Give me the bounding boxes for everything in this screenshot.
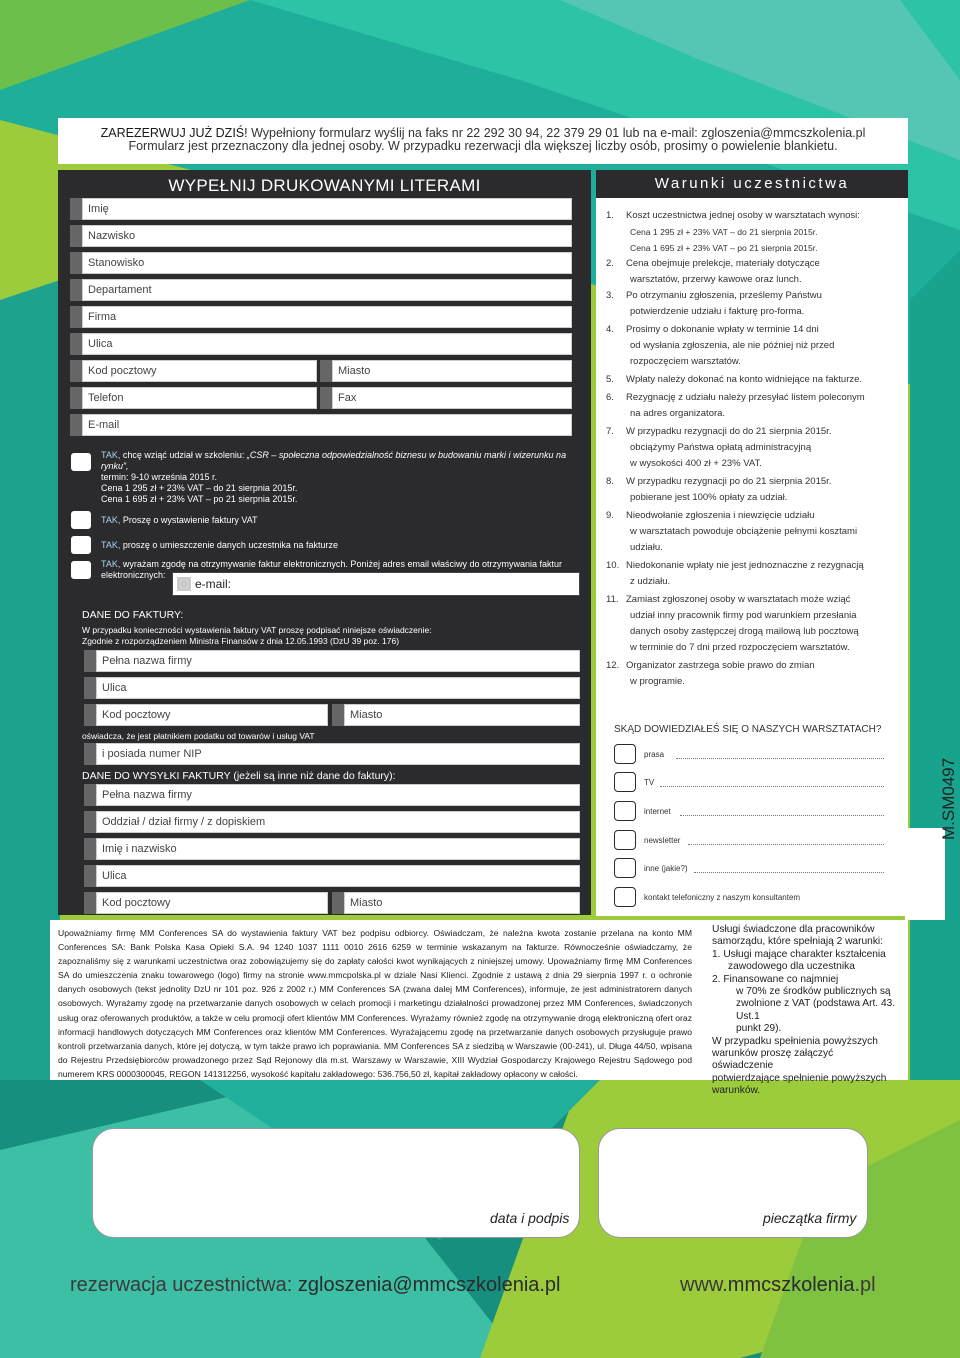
dotted-line <box>680 815 884 816</box>
city-field[interactable] <box>332 360 572 382</box>
source-survey <box>596 710 908 916</box>
tak-label: TAK, <box>101 515 121 525</box>
source-option-other[interactable] <box>614 858 884 880</box>
training-title: „CSR – społeczna odpowiedzialność biznesu w budowaniu marki i wizerunku na rynku”, <box>101 450 567 471</box>
source-option-label: inne (jakie?) <box>644 864 688 873</box>
footer-reservation <box>70 1274 561 1297</box>
conditions-panel <box>596 170 908 710</box>
condition-10: 10. Niedokonanie wpłaty nie jest jednoznaczne z rezygnacją <box>606 560 864 571</box>
invoice-city-field[interactable] <box>344 704 580 726</box>
shipping-company-name-label: Pełna nazwa firmy <box>102 789 192 801</box>
press-checkbox[interactable] <box>614 744 636 764</box>
vat-note-line: 1. Usługi mające charakter kształcenia <box>712 948 886 960</box>
footer-website-link[interactable] <box>680 1274 876 1297</box>
e-invoice-text: wyrażam zgodę na otrzymywanie faktur elektronicznych. Poniżej adres email właściwy do otrzymywania faktur <box>120 559 563 569</box>
condition-3: 3. Po otrzymaniu zgłoszenia, prześlemy Państwu <box>606 290 822 301</box>
invoice-company-name-label: Pełna nazwa firmy <box>102 655 192 667</box>
email-label: E-mail <box>88 419 120 431</box>
vat-note-line: zawodowego dla uczestnika <box>728 961 855 973</box>
condition-9: 9. Nieodwołanie zgłoszenia i niewzięcie udziału <box>606 510 815 521</box>
invoice-company-name-field[interactable] <box>96 650 580 672</box>
source-option-label: kontakt telefoniczny z naszym konsultantem <box>644 893 801 902</box>
condition-11-line: udział inny pracownik firmy pod warunkiem przesłania <box>630 610 857 621</box>
website-suffix: .pl <box>854 1274 876 1296</box>
condition-8: 8. W przypadku rezygnacji po do 21 sierpnia 2015r. <box>606 476 832 487</box>
header-note: Formularz jest przeznaczony dla jednej osoby. W przypadku rezerwacji dla większej liczby osób, prosimy o powielenie blankietu. <box>128 139 838 153</box>
vat-note-line: potwierdzające spełnienie powyższych <box>712 1072 887 1084</box>
training-price-1: Cena 1 295 zł + 23% VAT – do 21 sierpnia 2015r. <box>101 483 298 493</box>
shipping-person-label: Imię i nazwisko <box>102 843 177 855</box>
position-label: Stanowisko <box>88 257 145 269</box>
website-domain: mmcszkolenia <box>727 1274 855 1296</box>
condition-6-line: na adres organizatora. <box>630 408 726 419</box>
e-invoice-email-field[interactable] <box>172 572 580 596</box>
fax-label: Fax <box>338 392 357 404</box>
tak-label: TAK, <box>101 540 121 550</box>
dotted-line <box>688 844 884 845</box>
invoice-city-label: Miasto <box>350 709 383 721</box>
registration-form <box>58 170 591 915</box>
vat-note-line: 2. Finansowane co najmniej <box>712 973 839 985</box>
header-lead: ZAREZERWUJ JUŻ DZIŚ! <box>100 126 248 140</box>
condition-1-price-1: Cena 1 295 zł + 23% VAT – do 21 sierpnia 2015r. <box>630 227 818 237</box>
source-option-newsletter[interactable] <box>614 830 884 852</box>
field-marker <box>177 577 191 591</box>
dotted-line <box>660 786 884 787</box>
phone-field[interactable] <box>82 387 317 409</box>
zip-field[interactable] <box>82 360 317 382</box>
e-invoice-email-label: e-mail: <box>195 577 232 591</box>
condition-3-line: potwierdzenie udziału i fakturę pro-forma. <box>630 306 805 317</box>
shipping-zip-label: Kod pocztowy <box>102 897 171 909</box>
nip-field[interactable] <box>96 743 580 765</box>
conditions-list <box>606 208 896 690</box>
source-option-phone[interactable] <box>614 887 884 909</box>
training-term: termin: 9-10 września 2015 r. <box>101 472 218 482</box>
condition-4-line: od wysłania zgłoszenia, ale nie później niż przed <box>630 340 835 351</box>
invoice-street-field[interactable] <box>96 677 580 699</box>
position-field[interactable] <box>82 252 572 274</box>
condition-1-price-2: Cena 1 695 zł + 23% VAT – po 21 sierpnia 2015r. <box>630 243 818 253</box>
website-prefix: www. <box>680 1274 728 1296</box>
source-option-press[interactable] <box>614 744 884 766</box>
form-code <box>905 757 958 920</box>
e-invoice-checkbox[interactable] <box>70 560 92 580</box>
vat-note-line: w 70% ze środków publicznych są <box>736 986 891 998</box>
condition-8-line: pobierane jest 100% opłaty za udział. <box>630 492 788 503</box>
vat-exemption-note <box>700 920 908 1097</box>
footer-email-link[interactable]: zgloszenia@mmcszkolenia.pl <box>297 1274 561 1296</box>
vat-note-line: warunków. <box>712 1085 761 1097</box>
last-name-field[interactable] <box>82 225 572 247</box>
fax-field[interactable] <box>332 387 572 409</box>
phone-label: Telefon <box>88 392 124 404</box>
internet-checkbox[interactable] <box>614 801 636 821</box>
condition-4: 4. Prosimy o dokonanie wpłaty w terminie 14 dni <box>606 324 819 335</box>
invoice-data-note-2: Zgodnie z rozporządzeniem Ministra Finansów z dnia 12.05.1993 (DzU 39 poz. 176) <box>82 636 400 646</box>
signature-label: data i podpis <box>490 1210 570 1226</box>
first-name-field[interactable] <box>82 198 572 220</box>
header-instructions: Wypełniony formularz wyślij na faks nr 22 292 30 94, 22 379 29 01 lub na e-mail: zgloszenia@mmcszkolenia.pl <box>251 126 866 140</box>
shipping-title: DANE DO WYSYŁKI FAKTURY (jeżeli są inne niż dane do faktury): <box>82 770 396 782</box>
company-stamp-label: pieczątka firmy <box>763 1210 857 1226</box>
participant-data-checkbox[interactable] <box>70 535 92 555</box>
vat-note-line: W przypadku spełnienia powyższych <box>712 1035 878 1047</box>
shipping-dept-label: Oddział / dział firmy / z dopiskiem <box>102 816 266 828</box>
street-field[interactable] <box>82 333 572 355</box>
invoice-street-label: Ulica <box>102 682 127 694</box>
source-option-label: prasa <box>644 750 665 759</box>
footer-reservation-label: rezerwacja uczestnictwa: <box>70 1274 298 1296</box>
company-label: Firma <box>88 311 117 323</box>
condition-11-line: w terminie do 7 dni przed rozpoczęciem warsztatów. <box>630 642 850 653</box>
form-code-text: M.SM0497 <box>939 757 958 840</box>
shipping-city-label: Miasto <box>350 897 383 909</box>
condition-9-line: udziału. <box>630 542 663 553</box>
source-option-tv[interactable] <box>614 772 884 794</box>
condition-11-line: danych osoby zastępczej drogą mailową lub pocztową <box>630 626 859 637</box>
vat-declaration: oświadcza, że jest płatnikiem podatku od towarów i usług VAT <box>82 731 315 741</box>
condition-12-line: w programie. <box>630 676 685 687</box>
participant-data-text: proszę o umieszczenie danych uczestnika na fakturze <box>120 540 338 550</box>
source-option-label: internet <box>644 807 671 816</box>
nip-label: i posiada numer NIP <box>102 748 202 760</box>
header-banner <box>58 118 908 164</box>
shipping-city-field[interactable] <box>344 892 580 914</box>
condition-2: 2. Cena obejmuje prelekcje, materiały dotyczące <box>606 258 820 269</box>
street-label: Ulica <box>88 338 113 350</box>
first-name-label: Imię <box>88 203 109 215</box>
source-option-label: newsletter <box>644 836 681 845</box>
invoice-zip-label: Kod pocztowy <box>102 709 171 721</box>
dotted-line <box>676 758 884 759</box>
tv-checkbox[interactable] <box>614 772 636 792</box>
shipping-street-field[interactable] <box>96 865 580 887</box>
training-intro: chcę wziąć udział w szkoleniu: <box>120 450 247 460</box>
source-option-label: TV <box>644 778 655 787</box>
last-name-label: Nazwisko <box>88 230 136 242</box>
training-text <box>101 450 581 505</box>
vat-note-line: punkt 29). <box>736 1023 782 1035</box>
invoice-option-text: Proszę o wystawienie faktury VAT <box>120 515 258 525</box>
training-checkbox[interactable] <box>70 452 92 472</box>
phone-contact-checkbox[interactable] <box>614 887 636 907</box>
other-checkbox[interactable] <box>614 858 636 878</box>
condition-4-line: rozpoczęciem warsztatów. <box>630 356 741 367</box>
invoice-checkbox[interactable] <box>70 510 92 530</box>
department-field[interactable] <box>82 279 572 301</box>
zip-label: Kod pocztowy <box>88 365 157 377</box>
shipping-street-label: Ulica <box>102 870 127 882</box>
condition-7-line: w wysokości 400 zł + 23% VAT. <box>630 458 762 469</box>
condition-6: 6. Rezygnację z udziału należy przesyłać listem poleconym <box>606 392 865 403</box>
legal-consent-text: Upoważniamy firmę MM Conferences SA do wystawienia faktury VAT bez podpisu odbiorcy. Oświadczam, że należna kwota zostanie przelana na konto MM Conferences SA: Bank Polska Kasa Opieki S.A. 94 1240 1037 1111 0010 2616 6259 w terminie wskazanym na fakturze. Równocześnie oświadczamy, że zapoznaliśmy się z warunkami uczestnictwa oraz zobowiązujemy się do zapłaty całości kwot wynikających z niniejszej umowy. Upoważniamy firmę MM Conferences SA do umieszczenia znaku towarowego (logo) firmy na stronie www.mmcpolska.pl w dziale Nasi Klienci. Zgodnie z ustawą z dnia 29 sierpnia 1997 r. o ochronie danych osobowych (tekst jednolity DzU nr 101 poz. 926 z 2002 r.) MM Conferences SA (zwana dalej MM Conferences), informuje, że jest administratorem danych osobowych. Wyrażamy zgodę na przetwarzanie danych osobowych w celach promocji i marketingu działalności prowadzonej przez MM Conferences, świadczonych usług oraz oferowanych produktów, a także w celu promocji ofert klientów MM Conferences. Wyrażamy również zgodę na otrzymywanie drogą elektroniczną ofert oraz informacji handlowych dotyczących MM Conferences oraz klientów MM Conferences. Wyrażającemu zgodę na przetwarzanie danych osobowych przysługuje prawo kontroli przetwarzania danych, które jej dotyczą, w tym także prawo ich poprawiania. MM Conferences SA z siedzibą w Warszawie (00-241), ul. Długa 44/50, wpisana do Rejestru Przedsiębiorców prowadzonego przez Sąd Rejonowy dla m.st. Warszawy w Warszawie, XIII Wydział Gospodarczy Krajowego Rejestru Sądowego pod numerem KRS 0000300045, REGON 141312256, wysokość kapitału zakładowego: 536.756,50 zł, kapitał zakładowy opłacony w całości. <box>50 920 700 1080</box>
condition-10-line: z udziału. <box>630 576 671 587</box>
shipping-zip-field[interactable] <box>96 892 328 914</box>
department-label: Departament <box>88 284 152 296</box>
shipping-dept-field[interactable] <box>96 811 580 833</box>
invoice-data-note-1: W przypadku konieczności wystawienia faktury VAT proszę podpisać niniejsze oświadczenie: <box>82 625 432 635</box>
source-survey-title: SKĄD DOWIEDZIAŁEŚ SIĘ O NASZYCH WARSZTATACH? <box>614 724 882 735</box>
condition-11: 11. Zamiast zgłoszonej osoby w warsztatach może wziąć <box>606 594 851 605</box>
tak-label: TAK, <box>101 450 121 460</box>
vat-note-line: zwolnione z VAT (podstawa Art. 43. Ust.1 <box>736 998 896 1022</box>
shipping-person-field[interactable] <box>96 838 580 860</box>
condition-7-line: obciążymy Państwa opłatą administracyjną <box>630 442 812 453</box>
vat-note-line: Usługi świadczone dla pracowników <box>712 924 875 935</box>
invoice-data-title: DANE DO FAKTURY: <box>82 609 184 621</box>
training-price-2: Cena 1 695 zł + 23% VAT – po 21 sierpnia 2015r. <box>101 494 298 504</box>
e-invoice-text-2: elektronicznych: <box>101 570 166 580</box>
condition-1: 1. Koszt uczestnictwa jednej osoby w warsztatach wynosi: <box>606 210 860 221</box>
condition-9-line: w warsztatach powoduje obciążenie pełnymi kosztami <box>630 526 858 537</box>
tak-label: TAK, <box>101 559 121 569</box>
condition-5: 5. Wpłaty należy dokonać na konto widniejące na fakturze. <box>606 374 863 385</box>
form-title: WYPEŁNIJ DRUKOWANYMI LITERAMI <box>168 176 481 195</box>
condition-2-line: warsztatów, przerwy kawowe oraz lunch. <box>630 274 802 285</box>
conditions-title: Warunki uczestnictwa <box>596 170 908 198</box>
invoice-zip-field[interactable] <box>96 704 328 726</box>
source-option-internet[interactable] <box>614 801 884 823</box>
condition-12: 12. Organizator zastrzega sobie prawo do zmian <box>606 660 815 671</box>
city-label: Miasto <box>338 365 371 377</box>
participant-data-option <box>101 540 561 551</box>
invoice-option <box>101 515 561 526</box>
vat-note-line: samorządu, które spełniają 2 warunki: <box>712 936 884 948</box>
email-field[interactable] <box>82 414 572 436</box>
shipping-company-name-field[interactable] <box>96 784 580 806</box>
dotted-line <box>694 872 884 873</box>
newsletter-checkbox[interactable] <box>614 830 636 850</box>
vat-note-line: warunków proszę załączyć oświadczenie <box>712 1048 834 1072</box>
condition-7: 7. W przypadku rezygnacji do do 21 sierpnia 2015r. <box>606 426 832 437</box>
company-field[interactable] <box>82 306 572 328</box>
